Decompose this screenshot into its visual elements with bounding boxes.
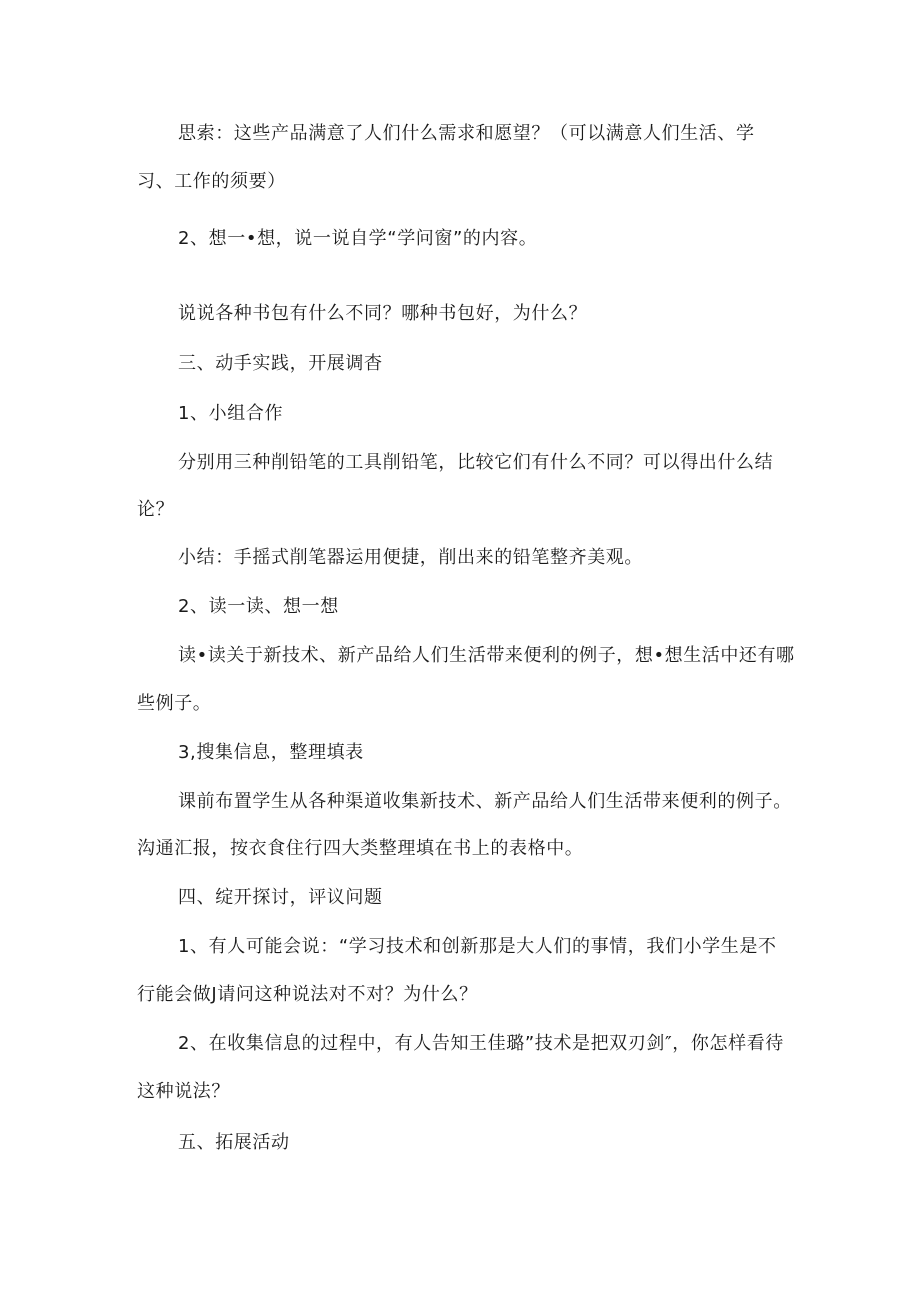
text-line: 论？ bbox=[137, 499, 175, 520]
text-line: 读•读关于新技术、新产品给人们生活带来便利的例子，想•想生活中还有哪 bbox=[178, 645, 795, 666]
text-line: 这种说法？ bbox=[137, 1081, 230, 1102]
text-line: 小结：手摇式削笔器运用便捷，削出来的铅笔整齐美观。 bbox=[178, 547, 643, 568]
text-line: 2、想一•想，说一说自学“学问窗”的内容。 bbox=[178, 228, 538, 249]
text-line: 3,搜集信息，整理填表 bbox=[178, 742, 364, 763]
text-line: 分别用三种削铅笔的工具削铅笔，比较它们有什么不同？可以得出什么结 bbox=[178, 452, 774, 473]
text-line: 行能会做J请问这种说法对不对？为什么？ bbox=[137, 984, 478, 1005]
text-line: 思索：这些产品满意了人们什么需求和愿望？（可以满意人们生活、学 bbox=[178, 123, 755, 144]
section-heading: 五、拓展活动 bbox=[178, 1132, 290, 1153]
text-line: 2、读一读、想一想 bbox=[178, 596, 339, 617]
text-line: 1、有人可能会说：“学习技术和创新那是大人们的事情，我们小学生是不 bbox=[178, 936, 777, 957]
text-line: 2、在收集信息的过程中，有人告知王佳璐”技术是把双刃剑″，你怎样看待 bbox=[178, 1033, 784, 1054]
text-line: 1、小组合作 bbox=[178, 403, 284, 424]
text-line: 沟通汇报，按衣食住行四大类整理填在书上的表格中。 bbox=[137, 838, 584, 859]
section-heading: 四、绽开探讨，评议问题 bbox=[178, 887, 383, 908]
text-line: 习、工作的须要） bbox=[137, 171, 286, 192]
text-line: 课前布置学生从各种渠道收集新技术、新产品给人们生活带来便利的例子。 bbox=[178, 791, 792, 812]
text-line: 说说各种书包有什么不同？哪种书包好，为什么？ bbox=[178, 303, 588, 324]
section-heading: 三、动手实践，开展调杳 bbox=[178, 353, 383, 374]
text-line: 些例子。 bbox=[137, 693, 212, 714]
